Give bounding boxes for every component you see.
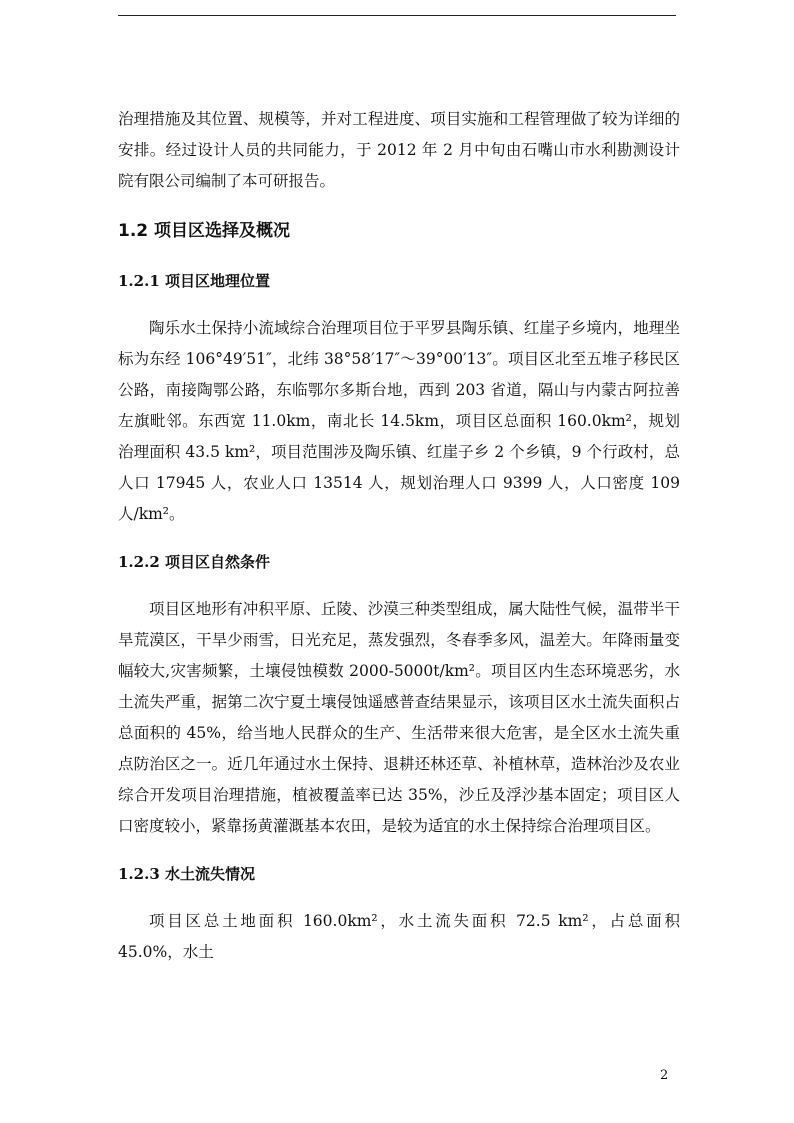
section-heading-1-2: 1.2 项目区选择及概况 [118, 221, 291, 241]
subsection-heading-1-2-1: 1.2.1 项目区地理位置 [118, 272, 270, 290]
natural-conditions-paragraph: 项目区地形有冲积平原、丘陵、沙漠三种类型组成，属大陆性气候，温带半干旱荒漠区，干旱少雨雪，日光充足，蒸发强烈，冬春季多风，温差大。年降雨量变幅较大,灾害频繁，土壤侵蚀模数 2000-5000t/km²。项目区内生态环境恶劣，水土流失严重，据第二次宁夏土壤侵蚀遥感普查结果显示，该项目区水土流失面积占总面积的 45%，给当地人民群众的生产、生活带来很大危害，是全区水土流失重点防治区之一。近几年通过水土保持、退耕还林还草、补植林草，造林治沙及农业综合开发项目治理措施，植被覆盖率已达 35%，沙丘及浮沙基本固定；项目区人口密度较小，紧靠扬黄灌溉基本农田，是较为适宜的水土保持综合治理项目区。 [118, 600, 680, 835]
document-body [118, 104, 680, 968]
geographic-location-paragraph: 陶乐水土保持小流域综合治理项目位于平罗县陶乐镇、红崖子乡境内，地理坐标为东经 106°49′51″，北纬 38°58′17″～39°00′13″。项目区北至五堆子移民区公路，南接陶鄂公路，东临鄂尔多斯台地，西到 203 省道，隔山与内蒙古阿拉善左旗毗邻。东西宽 11.0km，南北长 14.5km，项目区总面积 160.0km²，规划治理面积 43.5 km²，项目范围涉及陶乐镇、红崖子乡 2 个乡镇，9 个行政村，总人口 17945 人，农业人口 13514 人，规划治理人口 9399 人，人口密度 109 人/km²。 [118, 319, 680, 523]
header-rule [118, 15, 676, 16]
page-number: 2 [660, 1068, 669, 1083]
continuation-paragraph: 治理措施及其位置、规模等，并对工程进度、项目实施和工程管理做了较为详细的安排。经过设计人员的共同能力，于 2012 年 2 月中旬由石嘴山市水利勘测设计院有限公司编制了本可研报告。 [118, 110, 680, 190]
subsection-heading-1-2-2: 1.2.2 项目区自然条件 [118, 553, 270, 571]
subsection-heading-1-2-3: 1.2.3 水土流失情况 [118, 865, 255, 883]
soil-erosion-paragraph: 项目区总土地面积 160.0km²，水土流失面积 72.5 km²，占总面积 45.0%，水土 [118, 912, 680, 961]
